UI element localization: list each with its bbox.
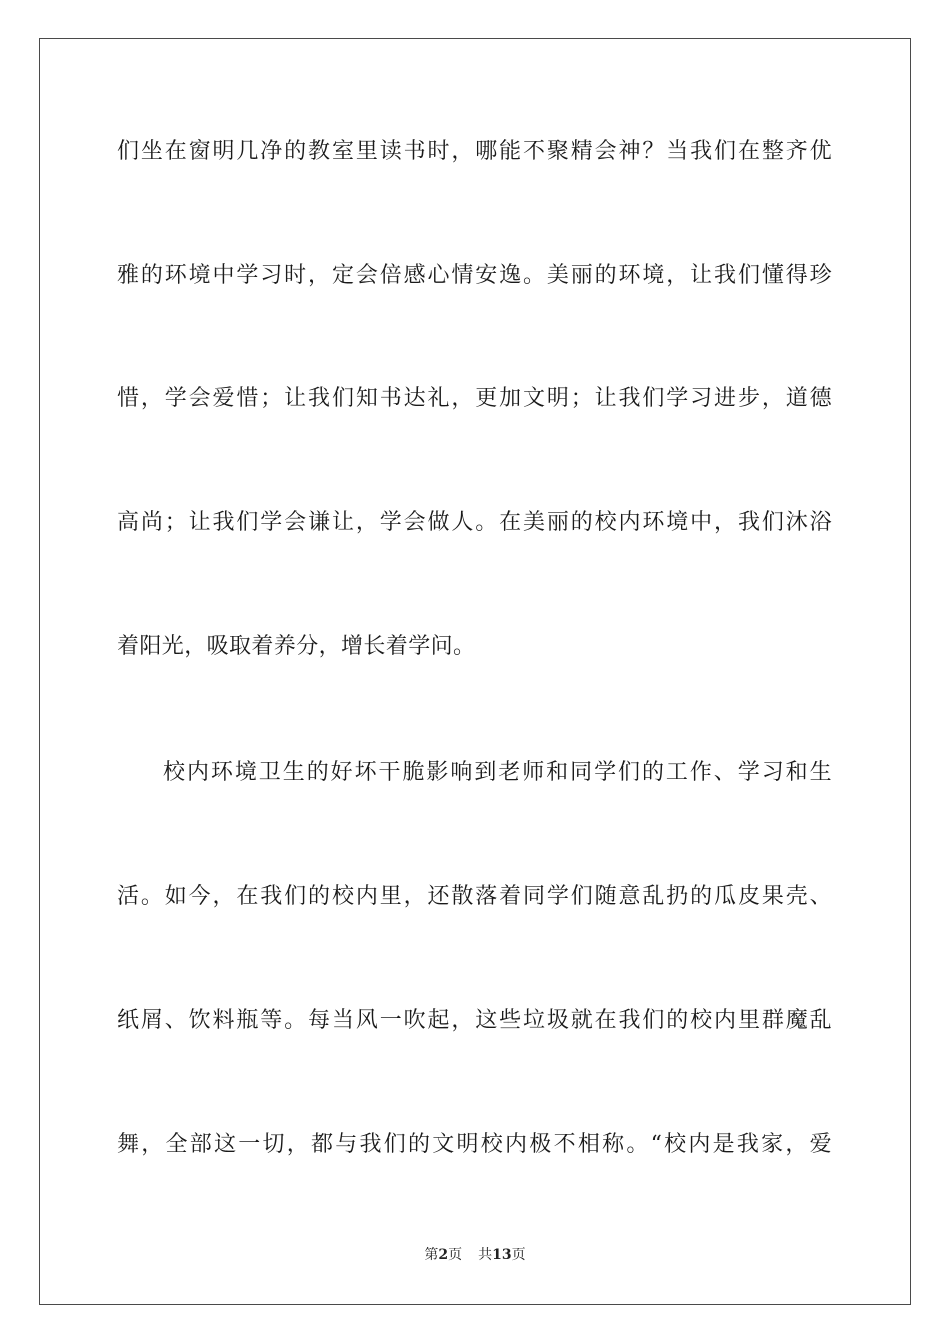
page-number: 2 xyxy=(438,1247,449,1263)
body-text-line-3: 惜，学会爱惜；让我们知书达礼，更加文明；让我们学习进步，道德 xyxy=(117,386,832,411)
body-text-line-1: 们坐在窗明几净的教室里读书时，哪能不聚精会神？当我们在整齐优 xyxy=(117,139,832,164)
body-text-line-5: 着阳光，吸取着养分，增长着学问。 xyxy=(117,634,476,659)
body-text-line-7: 活。如今，在我们的校内里，还散落着同学们随意乱扔的瓜皮果壳、 xyxy=(117,884,832,909)
body-text-line-9: 舞，全部这一切，都与我们的文明校内极不相称。“校内是我家，爱 xyxy=(117,1132,832,1157)
total-prefix: 共 xyxy=(478,1247,493,1263)
page-prefix: 第 xyxy=(424,1247,439,1263)
total-suffix: 页 xyxy=(511,1247,526,1263)
body-text-line-4: 高尚；让我们学会谦让，学会做人。在美丽的校内环境中，我们沐浴 xyxy=(117,510,832,535)
paragraph-start-line: 校内环境卫生的好坏干脆影响到老师和同学们的工作、学习和生 xyxy=(163,760,832,785)
body-text-line-2: 雅的环境中学习时，定会倍感心情安逸。美丽的环境，让我们懂得珍 xyxy=(117,263,832,288)
page-suffix: 页 xyxy=(448,1247,463,1263)
total-pages: 13 xyxy=(492,1247,512,1263)
page-border xyxy=(39,38,911,1305)
page-footer xyxy=(0,1246,950,1264)
body-text-line-8: 纸屑、饮料瓶等。每当风一吹起，这些垃圾就在我们的校内里群魔乱 xyxy=(117,1008,832,1033)
